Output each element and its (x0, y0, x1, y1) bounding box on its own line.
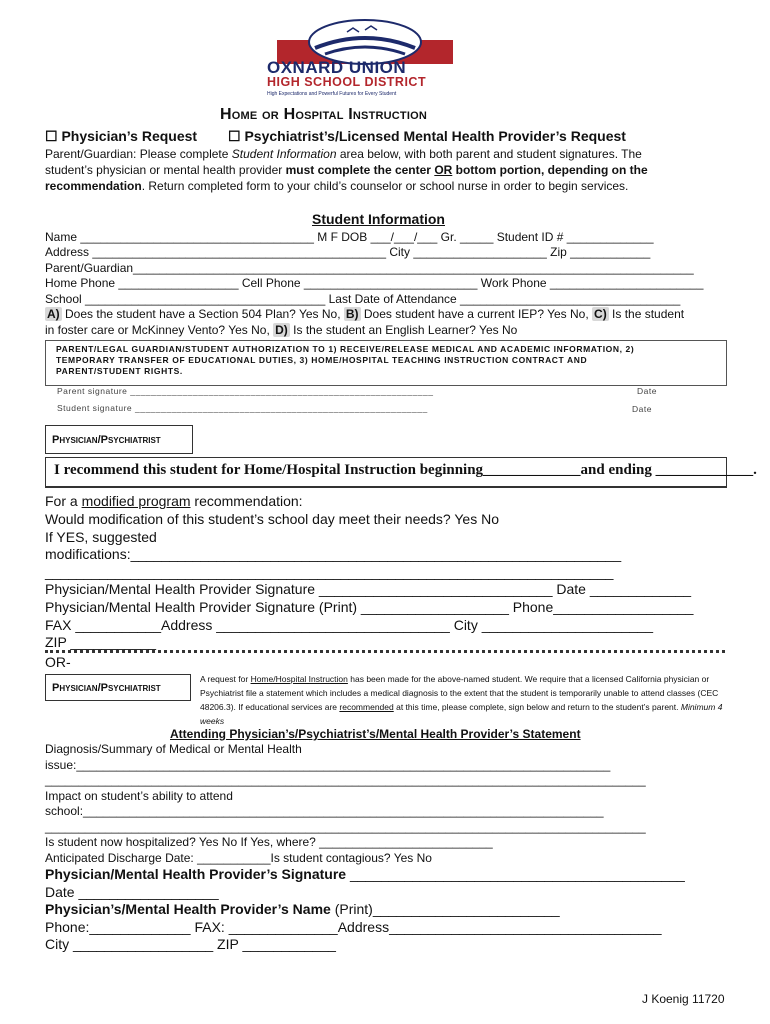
fax-address-line[interactable]: FAX ___________Address ______________________________ City ______________________ (45, 617, 654, 633)
issue-blank-line[interactable]: __________________________________________________________________________________________ (45, 773, 646, 787)
psychiatrist-request-checkbox[interactable]: ☐ Psychiatrist’s/Licensed Mental Health Provider’s Request (228, 128, 626, 144)
bottom-signature-line[interactable]: Physician/Mental Health Provider’s Signature ___________________________________________ (45, 866, 685, 882)
physician-request-checkbox[interactable]: ☐ Physician’s Request (45, 128, 198, 144)
parent-date-label: Date (637, 386, 657, 396)
footer-code: J Koenig 11720 (642, 992, 725, 1006)
modification-question[interactable]: Would modification of this student’s school day meet their needs? Yes No (45, 511, 499, 527)
school-line[interactable]: School ____________________________________ Last Date of Attendance _________________________________ (45, 292, 681, 306)
impact-blank-line[interactable]: __________________________________________________________________________________________ (45, 820, 646, 834)
student-info-heading: Student Information (312, 211, 445, 227)
school-impact-line[interactable]: school:______________________________________________________________________________ (45, 804, 604, 818)
if-yes-text: If YES, suggested (45, 529, 157, 545)
questions-line2[interactable]: in foster care or McKinney Vento? Yes No, D) Is the student an English Learner? Yes No (45, 323, 518, 337)
student-signature-line[interactable]: Student signature ________________________________________________________ (57, 403, 428, 413)
zip-line[interactable]: ZIP ___________ (45, 634, 157, 650)
issue-line[interactable]: issue:________________________________________________________________________________ (45, 758, 611, 772)
request-note: A request for Home/Hospital Instruction has been made for the above-named student. We require that a licensed California physician or Psychiatrist file a statement which includes a medical diagnosis to the extent that the student is temporarily unable to attend classes (CEC 48206.3). If educational services are recommended at this time, please complete, sign below and return to the student’s parent. Minimum 4 weeks (200, 674, 723, 726)
diagnosis-label: Diagnosis/Summary of Medical or Mental Health (45, 742, 302, 756)
intro-line1: Parent/Guardian: Please complete Student Information area below, with both parent and student signatures. The (45, 147, 642, 161)
logo-line2: HIGH SCHOOL DISTRICT (267, 75, 427, 89)
address-line[interactable]: Address ____________________________________________ City ____________________ Zip ____________ (45, 245, 651, 259)
bottom-date-line[interactable]: Date __________________ (45, 884, 219, 900)
authorization-box (45, 340, 727, 386)
dotted-divider (45, 650, 725, 653)
bottom-name-line[interactable]: Physician’s/Mental Health Provider’s Name (Print)________________________ (45, 901, 560, 917)
discharge-line[interactable]: Anticipated Discharge Date: ___________Is student contagious? Yes No (45, 851, 432, 865)
recommend-box (45, 457, 757, 488)
statement-heading: Attending Physician’s/Psychiatrist’s/Mental Health Provider’s Statement (170, 727, 581, 741)
physician-psychiatrist-label-1: Physician/Psychiatrist (45, 425, 193, 454)
parent-guardian-line[interactable]: Parent/Guardian____________________________________________________________________________________ (45, 261, 694, 275)
hospitalized-line[interactable]: Is student now hospitalized? Yes No If Yes, where? __________________________ (45, 835, 493, 849)
modifications-blank-line[interactable]: _________________________________________________________________________ (45, 564, 614, 580)
intro-line2: student’s physician or mental health provider must complete the center OR bottom portion, depending on the (45, 163, 648, 177)
name-line[interactable]: Name ___________________________________ M F DOB ___/___/___ Gr. _____ Student ID # _____________ (45, 230, 654, 244)
phone-line[interactable]: Home Phone __________________ Cell Phone __________________________ Work Phone _______________________ (45, 276, 704, 290)
bottom-city-line[interactable]: City __________________ ZIP ____________ (45, 936, 336, 952)
impact-label: Impact on student’s ability to attend (45, 789, 233, 803)
modified-program-text: For a modified program recommendation: (45, 493, 303, 509)
parent-signature-line[interactable]: Parent signature __________________________________________________________ (57, 386, 434, 396)
recommend-text[interactable]: I recommend this student for Home/Hospital Instruction beginning_____________and ending _____________. (54, 462, 757, 478)
bottom-phone-line[interactable]: Phone:_____________ FAX: ______________Address___________________________________ (45, 919, 662, 935)
district-logo (265, 18, 465, 100)
logo-tagline: High Expectations and Powerful Futures for Every Student (267, 91, 397, 97)
questions-line1[interactable]: A) Does the student have a Section 504 Plan? Yes No, B) Does student have a current IEP? Yes No, C) Is the student (47, 307, 685, 321)
authorization-text: PARENT/LEGAL GUARDIAN/STUDENT AUTHORIZATION TO 1) RECEIVE/RELEASE MEDICAL AND ACADEMIC INFORMATION, 2) TEMPORARY TRANSFER OF EDUCATIONAL DUTIES, 3) HOME/HOSPITAL TEACHING INSTRUCTION CONTRACT AND PARENT/STUDENT RIGHTS. (56, 344, 635, 376)
provider-print-line[interactable]: Physician/Mental Health Provider Signature (Print) ___________________ Phone__________________ (45, 599, 694, 615)
or-separator: OR- (45, 654, 71, 670)
student-date-label: Date (632, 404, 652, 414)
page-title: Home or Hospital Instruction (220, 106, 428, 123)
provider-signature-line[interactable]: Physician/Mental Health Provider Signature ______________________________ Date _____________ (45, 581, 692, 597)
physician-psychiatrist-label-2: Physician/Psychiatrist (45, 674, 191, 701)
intro-line3: recommendation. Return completed form to your child’s counselor or school nurse in order to begin services. (45, 179, 629, 193)
logo-line1: OXNARD UNION (267, 58, 407, 77)
modifications-line[interactable]: modifications:_______________________________________________________________ (45, 546, 622, 562)
